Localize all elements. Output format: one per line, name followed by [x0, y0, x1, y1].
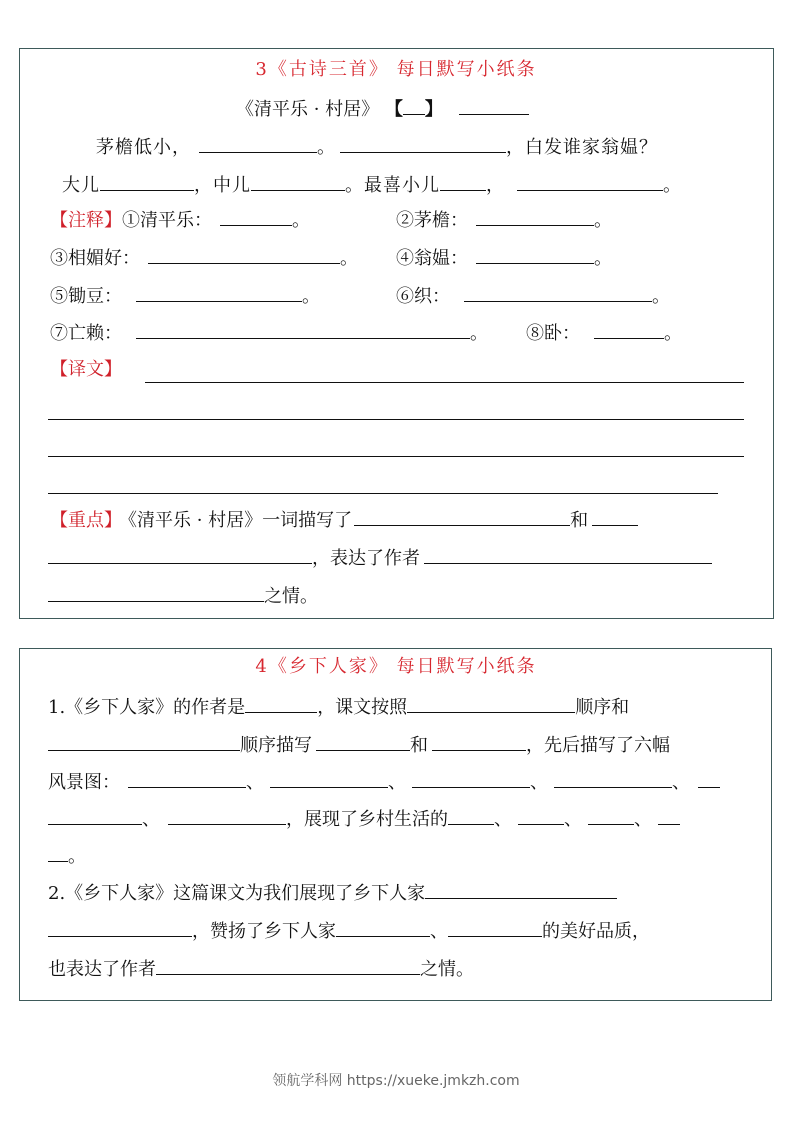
- translation-line-1[interactable]: [145, 382, 744, 383]
- dynasty-blank[interactable]: [403, 96, 425, 115]
- q2-text: 、: [430, 921, 448, 942]
- notes-row-1b: [396, 207, 612, 233]
- q1-blank[interactable]: [48, 732, 240, 751]
- q2-blank[interactable]: [48, 918, 192, 937]
- poem-text: ，白发谁家翁媪？: [506, 137, 658, 158]
- key-row-2: [48, 545, 712, 571]
- poem-line-1: [96, 134, 658, 160]
- poem-blank[interactable]: [199, 134, 317, 153]
- q2-text: 的美好品质，: [542, 921, 650, 942]
- translation-label: 【译文】: [50, 359, 122, 380]
- poem-blank[interactable]: [517, 172, 663, 191]
- q1-blank[interactable]: [588, 806, 634, 825]
- q1-sep: 、: [530, 772, 548, 793]
- key-blank[interactable]: [592, 507, 638, 526]
- q2-text: 2.《乡下人家》这篇课文为我们展现了乡下人家: [48, 883, 426, 904]
- poem-blank[interactable]: [340, 134, 506, 153]
- key-text: ，表达了作者: [312, 548, 420, 569]
- bracket-close: 】: [424, 99, 443, 120]
- q1-sep: 、: [634, 809, 652, 830]
- note-term: ⑥织：: [396, 286, 450, 307]
- q2-text: ，赞扬了乡下人家: [192, 921, 336, 942]
- notes-row-3b: [396, 283, 670, 309]
- key-row-3: [48, 583, 318, 609]
- note-end: 。: [594, 210, 612, 231]
- poem-text: ，中儿: [194, 175, 251, 196]
- note-term: ①清平乐：: [122, 210, 212, 231]
- q2-text: 之情。: [420, 959, 474, 980]
- q2-blank[interactable]: [448, 918, 542, 937]
- q1-row-5: [48, 843, 86, 869]
- q1-blank[interactable]: [698, 769, 720, 788]
- q1-sep: 、: [246, 772, 264, 793]
- note-end: 。: [292, 210, 310, 231]
- q1-text: ，先后描写了六幅: [526, 735, 670, 756]
- q1-sep: 、: [142, 809, 160, 830]
- note-end: 。: [594, 248, 612, 269]
- q1-blank[interactable]: [658, 806, 680, 825]
- note-end: 。: [664, 323, 682, 344]
- poem-text: 。: [663, 175, 682, 196]
- q1-blank[interactable]: [448, 806, 494, 825]
- q2-row-3: [48, 956, 474, 982]
- q1-row-1: [48, 694, 629, 720]
- q1-row-3: [48, 769, 720, 795]
- key-blank[interactable]: [424, 545, 712, 564]
- poem-text: 茅檐低小，: [96, 137, 191, 158]
- q1-text: 顺序和: [575, 697, 630, 718]
- q2-text: 也表达了作者: [48, 959, 156, 980]
- note-blank[interactable]: [464, 283, 652, 302]
- poem-blank[interactable]: [251, 172, 345, 191]
- q1-blank[interactable]: [412, 769, 530, 788]
- q1-text: 。: [68, 846, 86, 867]
- q1-text: ，展现了乡村生活的: [286, 809, 448, 830]
- q1-text: 和: [410, 735, 428, 756]
- q1-text: 风景图：: [48, 772, 120, 793]
- poem-line-2: [62, 172, 682, 198]
- q2-blank[interactable]: [425, 880, 617, 899]
- key-text: 《清平乐 · 村居》一词描写了: [128, 510, 353, 531]
- q1-row-4: [48, 806, 680, 832]
- key-text: 之情。: [264, 586, 318, 607]
- poem-text: ，: [486, 175, 505, 196]
- note-term: ⑧卧：: [526, 323, 580, 344]
- note-term: ④翁媪：: [396, 248, 468, 269]
- poem-text: 。: [317, 137, 336, 158]
- note-blank[interactable]: [476, 207, 594, 226]
- q1-blank[interactable]: [518, 806, 564, 825]
- key-row-1: [50, 507, 638, 533]
- note-term: ⑦亡赖：: [50, 323, 122, 344]
- q1-blank[interactable]: [407, 694, 575, 713]
- note-blank[interactable]: [148, 245, 340, 264]
- q1-blank[interactable]: [48, 843, 68, 862]
- q2-blank[interactable]: [156, 956, 420, 975]
- key-blank[interactable]: [48, 545, 312, 564]
- key-text: 和: [570, 510, 589, 531]
- q1-text: 1.《乡下人家》的作者是: [48, 697, 246, 718]
- footer-watermark: 领航学科网 https://xueke.jmkzh.com: [272, 1073, 520, 1089]
- notes-row-4b: [526, 320, 682, 346]
- q1-blank[interactable]: [168, 806, 286, 825]
- q1-blank[interactable]: [554, 769, 672, 788]
- notes-label: 【注释】: [50, 210, 122, 231]
- q2-blank[interactable]: [336, 918, 430, 937]
- q1-blank[interactable]: [270, 769, 388, 788]
- note-blank[interactable]: [476, 245, 594, 264]
- card2-title: 4《乡下人家》 每日默写小纸条: [255, 656, 537, 677]
- note-blank[interactable]: [136, 320, 470, 339]
- poem-blank[interactable]: [100, 172, 194, 191]
- notes-row-2b: [396, 245, 612, 271]
- note-term: ②茅檐：: [396, 210, 468, 231]
- translation-line-4[interactable]: [48, 493, 718, 494]
- key-blank[interactable]: [48, 583, 264, 602]
- q1-sep: 、: [564, 809, 582, 830]
- poem-title: 《清平乐 · 村居》: [236, 99, 380, 120]
- translation-line-2[interactable]: [48, 419, 744, 420]
- notes-row-3a: [50, 283, 320, 309]
- q1-text: 顺序描写: [240, 735, 312, 756]
- q1-sep: 、: [494, 809, 512, 830]
- note-blank[interactable]: [220, 207, 292, 226]
- q1-blank[interactable]: [432, 732, 526, 751]
- q1-row-2: [48, 732, 670, 758]
- notes-row-1a: [50, 207, 310, 233]
- poem-text: 大儿: [62, 175, 100, 196]
- q1-blank[interactable]: [128, 769, 246, 788]
- q1-blank[interactable]: [316, 732, 410, 751]
- notes-row-4a: [50, 320, 488, 346]
- q1-text: ，课文按照: [317, 697, 408, 718]
- card1-title: 3《古诗三首》 每日默写小纸条: [255, 59, 537, 80]
- translation-line-3[interactable]: [48, 456, 744, 457]
- q1-blank[interactable]: [245, 694, 317, 713]
- note-end: 。: [340, 248, 358, 269]
- author-blank[interactable]: [459, 96, 529, 115]
- q1-sep: 、: [388, 772, 406, 793]
- note-end: 。: [652, 286, 670, 307]
- note-term: ⑤锄豆：: [50, 286, 122, 307]
- note-end: 。: [470, 323, 488, 344]
- poem-title-line: [236, 96, 529, 122]
- q2-row-2: [48, 918, 650, 944]
- note-end: 。: [302, 286, 320, 307]
- q1-sep: 、: [672, 772, 690, 793]
- note-blank[interactable]: [136, 283, 302, 302]
- q1-blank[interactable]: [48, 806, 142, 825]
- note-term: ③相媚好：: [50, 248, 140, 269]
- key-blank[interactable]: [354, 507, 570, 526]
- q2-row-1: [48, 880, 617, 906]
- poem-text: 。最喜小儿: [345, 175, 440, 196]
- note-blank[interactable]: [594, 320, 664, 339]
- notes-row-2a: [50, 245, 358, 271]
- poem-blank[interactable]: [440, 172, 486, 191]
- key-label: 【重点】: [50, 510, 122, 531]
- bracket-open: 【: [384, 99, 403, 120]
